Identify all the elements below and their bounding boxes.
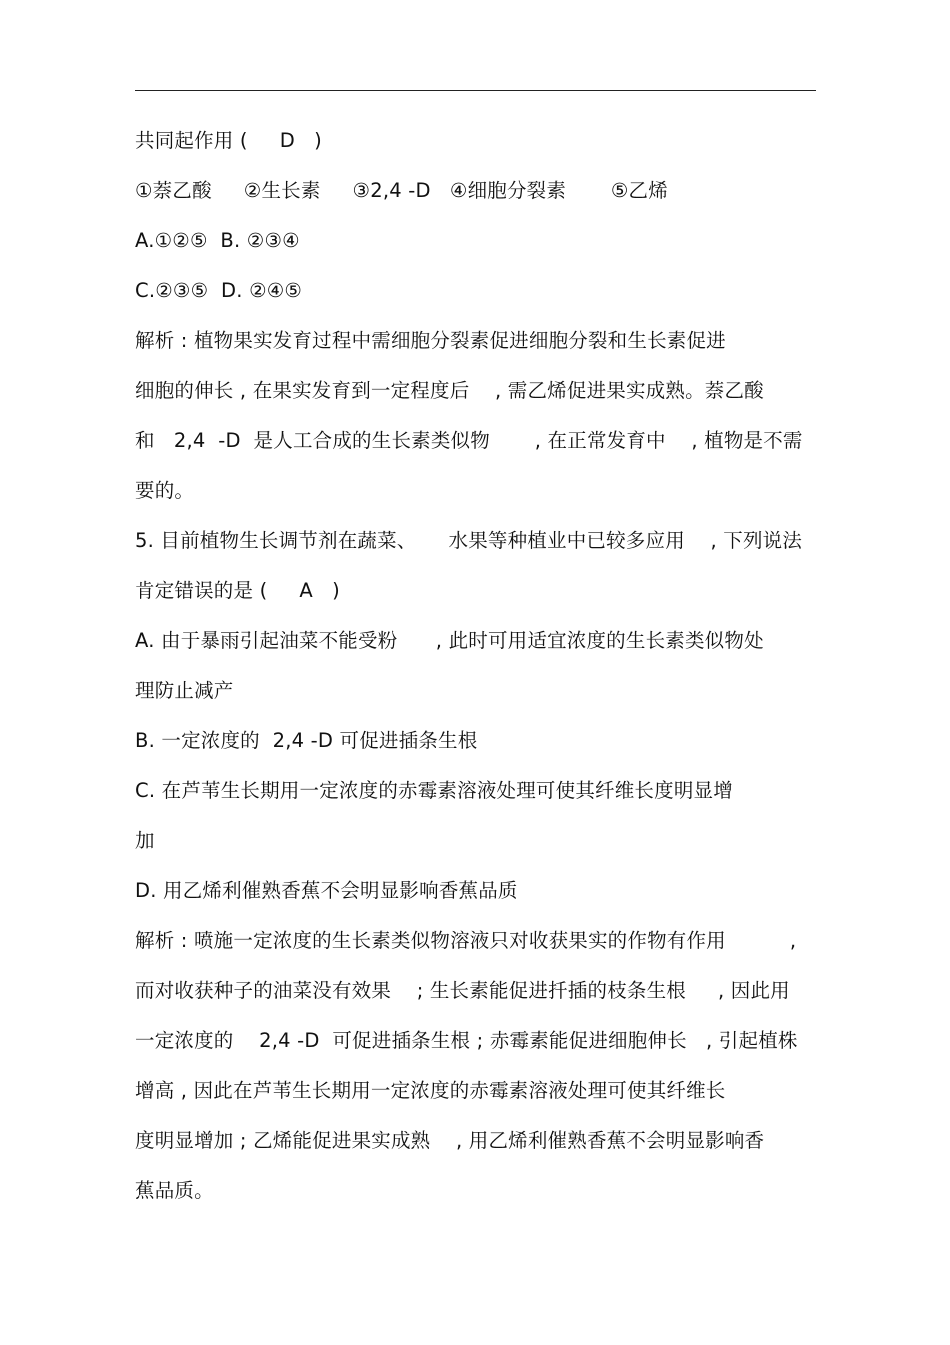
text-line-4: C.②③⑤ D. ②④⑤ <box>135 279 303 302</box>
text-line-5: 解析 : 植物果实发育过程中需细胞分裂素促进细胞分裂和生长素促进 <box>135 329 726 352</box>
header-rule <box>135 90 816 91</box>
text-line-6: 细胞的伸长 , 在果实发育到一定程度后 , 需乙烯促进果实成熟。萘乙酸 <box>135 379 764 402</box>
text-line-22: 蕉品质。 <box>135 1179 214 1202</box>
text-line-18: 而对收获种子的油菜没有效果 ; 生长素能促进扦插的枝条生根 , 因此用 <box>135 979 790 1002</box>
text-line-3: A.①②⑤ B. ②③④ <box>135 229 300 252</box>
text-line-16: D. 用乙烯利催熟香蕉不会明显影响香蕉品质 <box>135 879 518 902</box>
text-line-9: 5. 目前植物生长调节剂在蔬菜、 水果等种植业中已较多应用 , 下列说法 <box>135 529 803 552</box>
text-line-12: 理防止减产 <box>135 679 234 702</box>
text-line-17: 解析 : 喷施一定浓度的生长素类似物溶液只对收获果实的作物有作用 , <box>135 929 797 952</box>
text-line-13: B. 一定浓度的 2,4 -D 可促进插条生根 <box>135 729 478 752</box>
text-line-15: 加 <box>135 829 155 852</box>
text-line-2: ①萘乙酸 ②生长素 ③2,4 -D ④细胞分裂素 ⑤乙烯 <box>135 179 668 202</box>
text-line-20: 增高 , 因此在芦苇生长期用一定浓度的赤霉素溶液处理可使其纤维长 <box>135 1079 726 1102</box>
text-line-11: A. 由于暴雨引起油菜不能受粉 , 此时可用适宜浓度的生长素类似物处 <box>135 629 764 652</box>
text-line-21: 度明显增加 ; 乙烯能促进果实成熟 , 用乙烯利催熟香蕉不会明显影响香 <box>135 1129 765 1152</box>
text-line-8: 要的。 <box>135 479 195 502</box>
text-line-14: C. 在芦苇生长期用一定浓度的赤霉素溶液处理可使其纤维长度明显增 <box>135 779 733 802</box>
text-line-1: 共同起作用 ( D ) <box>135 129 322 152</box>
text-line-19: 一定浓度的 2,4 -D 可促进插条生根 ; 赤霉素能促进细胞伸长 , 引起植株 <box>135 1029 798 1052</box>
text-line-7: 和 2,4 -D 是人工合成的生长素类似物 , 在正常发育中 , 植物是不需 <box>135 429 803 452</box>
text-line-10: 肯定错误的是 ( A ) <box>135 579 340 602</box>
